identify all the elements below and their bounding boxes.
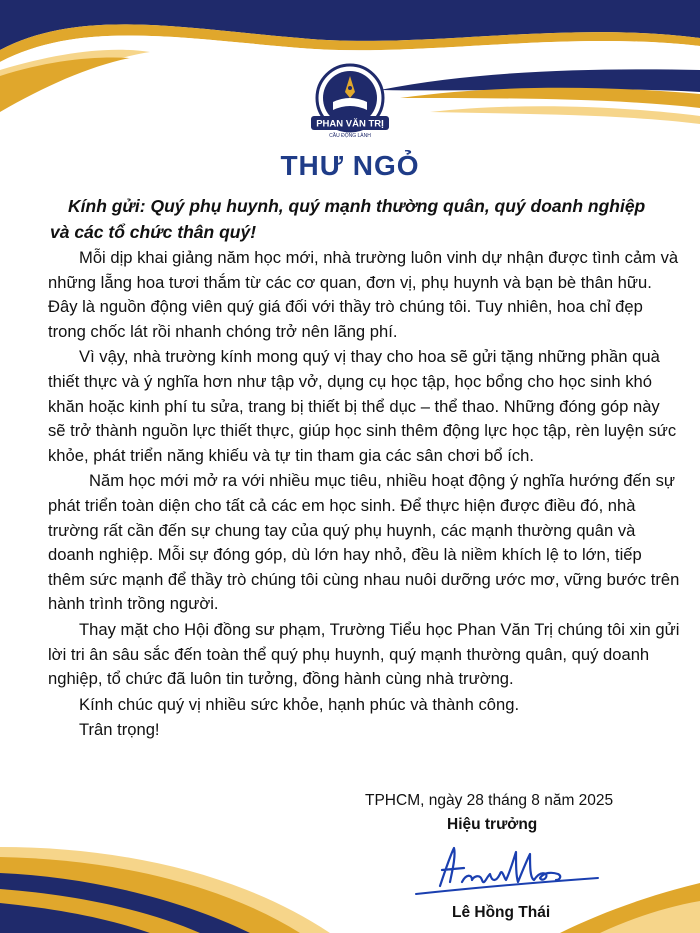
- paragraph-4: Thay mặt cho Hội đồng sư phạm, Trường Tiểu học Phan Văn Trị chúng tôi xin gửi lời tri ân sâu sắc đến toàn thể quý phụ huynh, quý mạnh thường quân, quý doanh nghiệp, tổ chức đã luôn tin tưởng, đồng hành cùng nhà trường.: [48, 619, 680, 689]
- letter-title: THƯ NGỎ: [280, 150, 420, 181]
- signer-name: Lê Hồng Thái: [452, 904, 551, 921]
- logo-subtext: CẦU ĐỘNG LÀNH: [329, 133, 371, 139]
- paragraph-2: Vì vậy, nhà trường kính mong quý vị thay cho hoa sẽ gửi tặng những phần quà thiết thực và ý nghĩa hơn như tập vở, dụng cụ học tập, học bổng cho học sinh khó khăn hoặc kinh phí tu sửa, trang bị thiết bị thể dục – thể thao. Những đóng góp này sẽ trở thành nguồn lực thiết thực, giúp học sinh thêm động lực học tập, rèn luyện sức khỏe, phát triển năng khiếu và tự tin tham gia các sân chơi bổ ích.: [48, 347, 677, 465]
- letter-body: [48, 246, 680, 744]
- greeting-line-1: Kính gửi: Quý phụ huynh, quý mạnh thường quân, quý doanh nghiệp: [68, 196, 646, 216]
- paragraph-1: Mỗi dịp khai giảng năm học mới, nhà trường luôn vinh dự nhận được tình cảm và những lẵng hoa tươi thắm từ các cơ quan, đơn vị, phụ huynh và bạn bè thân hữu. Đây là nguồn động viên quý giá đối với thầy trò chúng tôi. Tuy nhiên, hoa chỉ đẹp trong chốc lát rồi nhanh chóng trở nên lãng phí.: [48, 248, 679, 341]
- greeting: [50, 193, 668, 245]
- handwritten-signature: [412, 838, 602, 898]
- paragraph-3: Năm học mới mở ra với nhiều mục tiêu, nhiều hoạt động ý nghĩa hướng đến sự phát triển toàn diện cho tất cả các em học sinh. Để thực hiện được điều đó, nhà trường rất cần đến sự chung tay của quý phụ huynh, các mạnh thường quân và doanh nghiệp. Mỗi sự đóng góp, dù lớn hay nhỏ, đều là niềm khích lệ to lớn, tiếp thêm sức mạnh để thầy trò chúng tôi cùng nhau nuôi dưỡng ước mơ, vững bước trên hành trình trồng người.: [48, 471, 680, 614]
- greeting-line-2: và các tổ chức thân quý!: [50, 222, 257, 242]
- paragraph-6: Trân trọng!: [79, 720, 160, 740]
- school-logo: [305, 62, 395, 140]
- date-line: TPHCM, ngày 28 tháng 8 năm 2025: [365, 792, 614, 809]
- paragraph-5: Kính chúc quý vị nhiều sức khỏe, hạnh phúc và thành công.: [79, 694, 520, 714]
- signer-role: Hiệu trưởng: [447, 816, 538, 833]
- logo-text: PHAN VĂN TRỊ: [316, 118, 384, 130]
